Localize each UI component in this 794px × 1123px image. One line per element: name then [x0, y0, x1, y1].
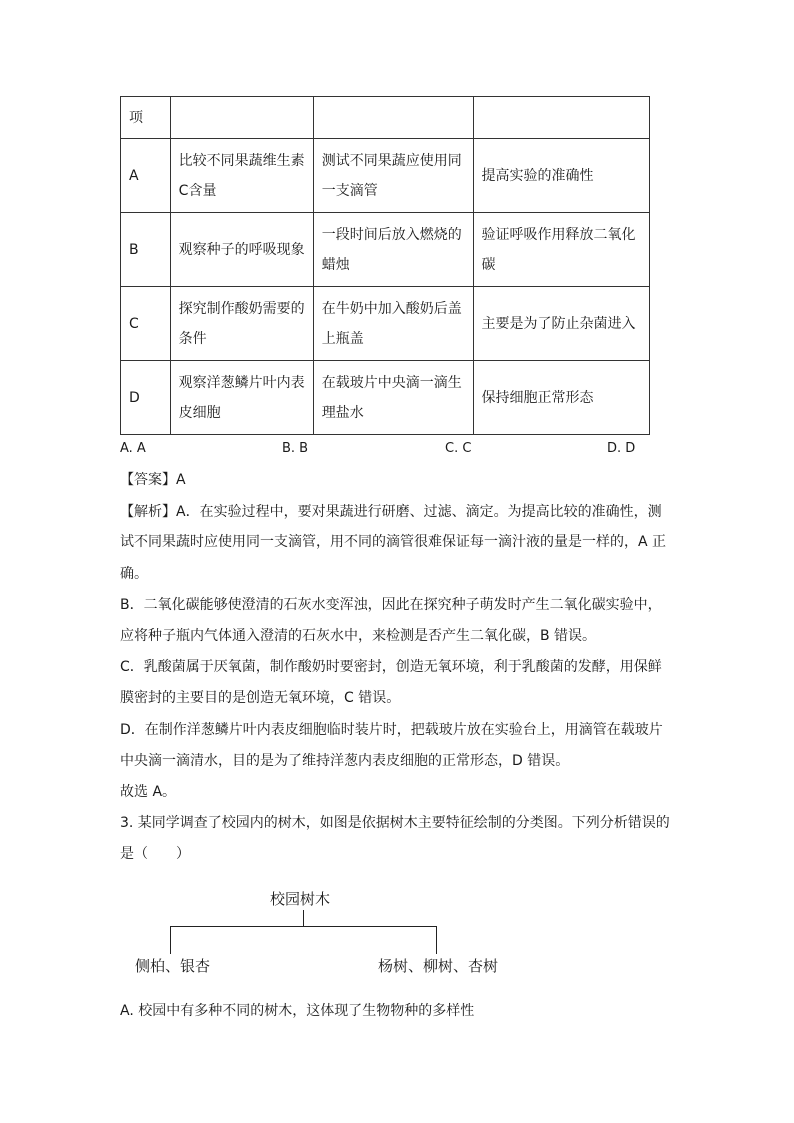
cell-line: 在牛奶中加入酸奶后盖 — [321, 300, 462, 317]
table-cell — [313, 213, 473, 287]
option-a-line: A. 校园中有多种不同的树木，这体现了生物物种的多样性 — [120, 1003, 475, 1019]
analysis-line: 试不同果蔬时应使用同一支滴管，用不同的滴管很难保证每一滴汁液的量是一样的，A 正 — [120, 534, 667, 550]
table-cell — [473, 287, 650, 361]
cell-line: 蜡烛 — [321, 256, 350, 273]
table-cell — [313, 139, 473, 213]
tree-right-label: 杨树、柳树、杏树 — [378, 957, 499, 975]
experiment-table — [120, 96, 650, 435]
cell-line: 探究制作酸奶需要的 — [178, 300, 305, 317]
cell-line: 碳 — [481, 256, 496, 273]
option-letter-cell: D — [121, 361, 171, 435]
choice-a: A. A — [120, 441, 146, 456]
cell-line: 在载玻片中央滴一滴生 — [321, 374, 462, 391]
cell-line: 提高实验的准确性 — [481, 167, 594, 184]
tree-root-label: 校园树木 — [270, 890, 331, 908]
table-row — [121, 139, 650, 213]
cell-line: 条件 — [178, 330, 207, 347]
cell-line: 保持细胞正常形态 — [481, 389, 594, 406]
tree-left-label: 侧柏、银杏 — [135, 957, 211, 975]
tree-horizontal-connector — [170, 926, 437, 927]
analysis-line: 膜密封的主要目的是创造无氧环境，C 错误。 — [120, 690, 401, 706]
answer-choices — [120, 440, 650, 458]
cell-line: 观察种子的呼吸现象 — [178, 241, 305, 258]
table-cell — [170, 361, 313, 435]
table-header-row — [121, 97, 650, 139]
analysis-line: 确。 — [120, 566, 148, 582]
table-row — [121, 287, 650, 361]
option-letter-cell: C — [121, 287, 171, 361]
table-cell — [170, 213, 313, 287]
cell-line: 观察洋葱鳞片叶内表 — [178, 374, 305, 391]
cell-line: 上瓶盖 — [321, 330, 364, 347]
table-cell — [473, 361, 650, 435]
analysis-line: 【解析】A．在实验过程中，要对果蔬进行研磨、过滤、滴定。为提高比较的准确性，测 — [120, 504, 662, 520]
tree-right-connector — [436, 926, 437, 954]
cell-line: 一段时间后放入燃烧的 — [321, 226, 462, 243]
table-row — [121, 361, 650, 435]
cell-line: 主要是为了防止杂菌进入 — [481, 315, 636, 332]
table-header-cell — [473, 97, 650, 139]
classification-tree-diagram — [120, 888, 668, 988]
analysis-line: 应将种子瓶内气体通入澄清的石灰水中，来检测是否产生二氧化碳，B 错误。 — [120, 628, 597, 644]
table-cell — [473, 213, 650, 287]
cell-line: 比较不同果蔬维生素 — [178, 152, 305, 169]
table-header-cell — [313, 97, 473, 139]
table-row — [121, 213, 650, 287]
table-header-cell — [170, 97, 313, 139]
option-letter-cell: B — [121, 213, 171, 287]
table-cell — [313, 287, 473, 361]
choice-d: D. D — [607, 441, 636, 456]
question-3-line: 3. 某同学调查了校园内的树木，如图是依据树木主要特征绘制的分类图。下列分析错误的 — [120, 815, 670, 831]
analysis-line: 故选 A。 — [120, 784, 177, 800]
choice-c: C. C — [445, 441, 472, 456]
analysis-line: C．乳酸菌属于厌氧菌，制作酸奶时要密封，创造无氧环境，利于乳酸菌的发酵，用保鲜 — [120, 659, 662, 675]
table-cell — [473, 139, 650, 213]
cell-line: C含量 — [178, 182, 217, 199]
option-letter-cell: A — [121, 139, 171, 213]
tree-left-connector — [170, 926, 171, 954]
cell-line: 测试不同果蔬应使用同 — [321, 152, 462, 169]
table-header-cell: 项 — [121, 97, 171, 139]
analysis-line: D．在制作洋葱鳞片叶内表皮细胞临时装片时，把载玻片放在实验台上，用滴管在载玻片 — [120, 722, 663, 738]
cell-line: 一支滴管 — [321, 182, 378, 199]
question-3-line: 是（ ） — [120, 846, 190, 862]
cell-line: 理盐水 — [321, 404, 364, 421]
answer-line: 【答案】A — [120, 472, 186, 488]
table-cell — [313, 361, 473, 435]
cell-line: 验证呼吸作用释放二氧化 — [481, 226, 636, 243]
choice-b: B. B — [282, 441, 309, 456]
table-cell — [170, 287, 313, 361]
analysis-line: B．二氧化碳能够使澄清的石灰水变浑浊，因此在探究种子萌发时产生二氧化碳实验中， — [120, 597, 662, 613]
cell-line: 皮细胞 — [178, 404, 221, 421]
analysis-line: 中央滴一滴清水，目的是为了维持洋葱内表皮细胞的正常形态，D 错误。 — [120, 753, 570, 769]
tree-root-connector — [303, 910, 304, 926]
table-cell — [170, 139, 313, 213]
